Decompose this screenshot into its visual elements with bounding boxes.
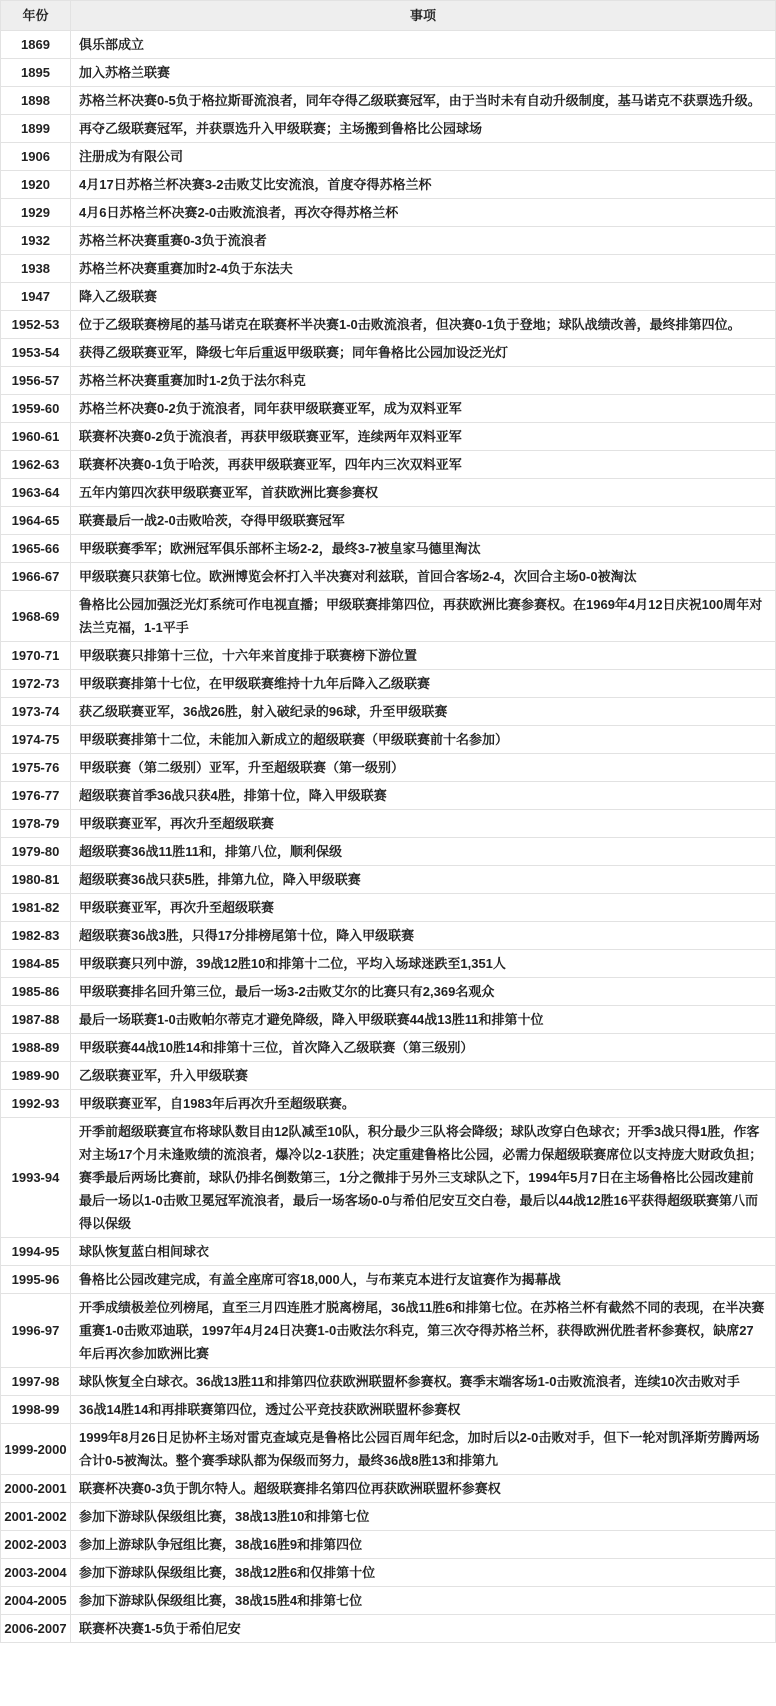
event-column-header: 事项 [71, 1, 776, 31]
event-cell: 俱乐部成立 [71, 31, 776, 59]
year-cell: 1895 [1, 59, 71, 87]
event-cell: 五年内第四次获甲级联赛亚军，首获欧洲比赛参赛权 [71, 479, 776, 507]
table-row [1, 283, 776, 311]
event-cell: 加入苏格兰联赛 [71, 59, 776, 87]
event-cell: 苏格兰杯决赛0-5负于格拉斯哥流浪者，同年夺得乙级联赛冠军，由于当时未有自动升级制度，基马诺克不获票选升级。 [71, 87, 776, 115]
year-cell: 2002-2003 [1, 1531, 71, 1559]
year-cell: 1995-96 [1, 1266, 71, 1294]
event-cell: 甲级联赛44战10胜14和排第十三位，首次降入乙级联赛（第三级别） [71, 1034, 776, 1062]
table-row [1, 311, 776, 339]
event-cell: 乙级联赛亚军，升入甲级联赛 [71, 1062, 776, 1090]
year-cell: 1920 [1, 171, 71, 199]
table-row [1, 866, 776, 894]
event-cell: 甲级联赛只排第十三位，十六年来首度排于联赛榜下游位置 [71, 642, 776, 670]
table-row [1, 423, 776, 451]
year-cell: 2006-2007 [1, 1615, 71, 1643]
year-cell: 1978-79 [1, 810, 71, 838]
table-row [1, 255, 776, 283]
table-row [1, 367, 776, 395]
year-cell: 1898 [1, 87, 71, 115]
event-cell: 参加下游球队保级组比赛，38战15胜4和排第七位 [71, 1587, 776, 1615]
event-cell: 甲级联赛排第十七位，在甲级联赛维持十九年后降入乙级联赛 [71, 670, 776, 698]
event-cell: 注册成为有限公司 [71, 143, 776, 171]
year-cell: 1973-74 [1, 698, 71, 726]
table-header [1, 1, 776, 31]
year-cell: 2004-2005 [1, 1587, 71, 1615]
event-cell: 甲级联赛（第二级别）亚军，升至超级联赛（第一级别） [71, 754, 776, 782]
table-row [1, 535, 776, 563]
year-cell: 1972-73 [1, 670, 71, 698]
table-row [1, 591, 776, 642]
year-cell: 2001-2002 [1, 1503, 71, 1531]
event-cell: 甲级联赛只获第七位。欧洲博览会杯打入半决赛对利兹联，首回合客场2-4，次回合主场0-0被淘汰 [71, 563, 776, 591]
event-cell: 开季成绩极差位列榜尾，直至三月四连胜才脱离榜尾，36战11胜6和排第七位。在苏格兰杯有截然不同的表现，在半决赛重赛1-0击败邓迪联，1997年4月24日决赛1-0击败法尔科克，第三次夺得苏格兰杯，获得欧洲优胜者杯参赛权，缺席27年后再次参加欧洲比赛 [71, 1294, 776, 1368]
event-cell: 4月6日苏格兰杯决赛2-0击败流浪者，再次夺得苏格兰杯 [71, 199, 776, 227]
year-cell: 1970-71 [1, 642, 71, 670]
year-cell: 1953-54 [1, 339, 71, 367]
event-cell: 参加下游球队保级组比赛，38战12胜6和仅排第十位 [71, 1559, 776, 1587]
event-cell: 超级联赛36战11胜11和，排第八位，顺利保级 [71, 838, 776, 866]
year-cell: 1869 [1, 31, 71, 59]
year-cell: 1947 [1, 283, 71, 311]
year-cell: 1959-60 [1, 395, 71, 423]
year-cell: 1906 [1, 143, 71, 171]
table-body [1, 31, 776, 1643]
table-row [1, 1238, 776, 1266]
table-row [1, 922, 776, 950]
event-cell: 36战14胜14和再排联赛第四位，透过公平竞技获欧洲联盟杯参赛权 [71, 1396, 776, 1424]
event-cell: 联赛杯决赛0-2负于流浪者，再获甲级联赛亚军，连续两年双料亚军 [71, 423, 776, 451]
table-row [1, 115, 776, 143]
year-cell: 2000-2001 [1, 1475, 71, 1503]
table-row [1, 479, 776, 507]
year-cell: 1979-80 [1, 838, 71, 866]
event-cell: 1999年8月26日足协杯主场对雷克查域克是鲁格比公园百周年纪念，加时后以2-0击败对手，但下一轮对凯泽斯劳腾两场合计0-5被淘汰。整个赛季球队都为保级而努力，最终36战8胜13和排第九 [71, 1424, 776, 1475]
table-row [1, 143, 776, 171]
year-cell: 1968-69 [1, 591, 71, 642]
year-cell: 1981-82 [1, 894, 71, 922]
event-cell: 开季前超级联赛宣布将球队数目由12队减至10队，积分最少三队将会降级；球队改穿白色球衣；开季3战只得1胜，作客对主场17个月未逢败绩的流浪者，爆冷以2-1获胜；决定重建鲁格比公园，必需力保超级联赛席位以支持庞大财政负担；赛季最后两场比赛前，球队仍排名倒数第三，1分之微排于另外三支球队之下，1994年5月7日在主场鲁格比公园改建前最后一场以1-0击败卫冕冠军流浪者，最后一场客场0-0与希伯尼安互交白卷，最后以44战12胜16平获得超级联赛第八而得以保级 [71, 1118, 776, 1238]
year-cell: 1993-94 [1, 1118, 71, 1238]
event-cell: 参加上游球队争冠组比赛，38战16胜9和排第四位 [71, 1531, 776, 1559]
table-row [1, 31, 776, 59]
year-cell: 1987-88 [1, 1006, 71, 1034]
table-row [1, 1587, 776, 1615]
year-cell: 1999-2000 [1, 1424, 71, 1475]
event-cell: 4月17日苏格兰杯决赛3-2击败艾比安流浪，首度夺得苏格兰杯 [71, 171, 776, 199]
event-cell: 联赛最后一战2-0击败哈茨，夺得甲级联赛冠军 [71, 507, 776, 535]
table-row [1, 642, 776, 670]
event-cell: 获得乙级联赛亚军，降级七年后重返甲级联赛；同年鲁格比公园加设泛光灯 [71, 339, 776, 367]
header-row [1, 1, 776, 31]
table-row [1, 1266, 776, 1294]
table-row [1, 1531, 776, 1559]
event-cell: 苏格兰杯决赛重赛加时1-2负于法尔科克 [71, 367, 776, 395]
year-cell: 1992-93 [1, 1090, 71, 1118]
year-cell: 1989-90 [1, 1062, 71, 1090]
event-cell: 苏格兰杯决赛0-2负于流浪者，同年获甲级联赛亚军，成为双料亚军 [71, 395, 776, 423]
event-cell: 甲级联赛排名回升第三位，最后一场3-2击败艾尔的比赛只有2,369名观众 [71, 978, 776, 1006]
year-cell: 1963-64 [1, 479, 71, 507]
event-cell: 球队恢复全白球衣。36战13胜11和排第四位获欧洲联盟杯参赛权。赛季末端客场1-0击败流浪者，连续10次击败对手 [71, 1368, 776, 1396]
year-cell: 1974-75 [1, 726, 71, 754]
event-cell: 甲级联赛季军；欧洲冠军俱乐部杯主场2-2，最终3-7被皇家马德里淘汰 [71, 535, 776, 563]
table-row [1, 59, 776, 87]
event-cell: 苏格兰杯决赛重赛加时2-4负于东法夫 [71, 255, 776, 283]
year-cell: 1932 [1, 227, 71, 255]
year-cell: 1952-53 [1, 311, 71, 339]
table-row [1, 395, 776, 423]
year-cell: 1982-83 [1, 922, 71, 950]
event-cell: 再夺乙级联赛冠军，并获票选升入甲级联赛；主场搬到鲁格比公园球场 [71, 115, 776, 143]
year-cell: 1985-86 [1, 978, 71, 1006]
table-row [1, 726, 776, 754]
table-row [1, 838, 776, 866]
table-row [1, 1475, 776, 1503]
table-row [1, 754, 776, 782]
event-cell: 参加下游球队保级组比赛，38战13胜10和排第七位 [71, 1503, 776, 1531]
table-row [1, 1503, 776, 1531]
year-cell: 1996-97 [1, 1294, 71, 1368]
event-cell: 甲级联赛只列中游，39战12胜10和排第十二位，平均入场球迷跌至1,351人 [71, 950, 776, 978]
event-cell: 联赛杯决赛0-3负于凯尔特人。超级联赛排名第四位再获欧洲联盟杯参赛权 [71, 1475, 776, 1503]
year-cell: 1938 [1, 255, 71, 283]
year-cell: 1965-66 [1, 535, 71, 563]
event-cell: 甲级联赛排第十二位，未能加入新成立的超级联赛（甲级联赛前十名参加） [71, 726, 776, 754]
table-row [1, 1396, 776, 1424]
table-row [1, 698, 776, 726]
table-row [1, 1006, 776, 1034]
year-cell: 1899 [1, 115, 71, 143]
year-cell: 1994-95 [1, 1238, 71, 1266]
table-row [1, 978, 776, 1006]
table-row [1, 1424, 776, 1475]
year-cell: 1929 [1, 199, 71, 227]
year-cell: 1997-98 [1, 1368, 71, 1396]
table-row [1, 1368, 776, 1396]
table-row [1, 782, 776, 810]
event-cell: 最后一场联赛1-0击败帕尔蒂克才避免降级，降入甲级联赛44战13胜11和排第十位 [71, 1006, 776, 1034]
page-bottom-whitespace [0, 1643, 776, 1673]
table-row [1, 199, 776, 227]
table-row [1, 894, 776, 922]
event-cell: 甲级联赛亚军，自1983年后再次升至超级联赛。 [71, 1090, 776, 1118]
table-row [1, 1615, 776, 1643]
table-row [1, 810, 776, 838]
table-row [1, 1118, 776, 1238]
year-cell: 1975-76 [1, 754, 71, 782]
table-row [1, 339, 776, 367]
event-cell: 超级联赛首季36战只获4胜，排第十位，降入甲级联赛 [71, 782, 776, 810]
table-row [1, 87, 776, 115]
event-cell: 鲁格比公园改建完成，有盖全座席可容18,000人，与布莱克本进行友谊赛作为揭幕战 [71, 1266, 776, 1294]
event-cell: 联赛杯决赛0-1负于哈茨，再获甲级联赛亚军，四年内三次双料亚军 [71, 451, 776, 479]
event-cell: 鲁格比公园加强泛光灯系统可作电视直播；甲级联赛排第四位，再获欧洲比赛参赛权。在1969年4月12日庆祝100周年对法兰克福，1-1平手 [71, 591, 776, 642]
event-cell: 获乙级联赛亚军，36战26胜，射入破纪录的96球，升至甲级联赛 [71, 698, 776, 726]
year-cell: 1962-63 [1, 451, 71, 479]
year-cell: 1998-99 [1, 1396, 71, 1424]
event-cell: 降入乙级联赛 [71, 283, 776, 311]
table-row [1, 1559, 776, 1587]
table-row [1, 563, 776, 591]
table-row [1, 451, 776, 479]
year-cell: 1988-89 [1, 1034, 71, 1062]
table-row [1, 1034, 776, 1062]
table-row [1, 670, 776, 698]
event-cell: 超级联赛36战只获5胜，排第九位，降入甲级联赛 [71, 866, 776, 894]
table-row [1, 227, 776, 255]
year-column-header: 年份 [1, 1, 71, 31]
event-cell: 苏格兰杯决赛重赛0-3负于流浪者 [71, 227, 776, 255]
year-cell: 1984-85 [1, 950, 71, 978]
table-row [1, 507, 776, 535]
event-cell: 超级联赛36战3胜，只得17分排榜尾第十位，降入甲级联赛 [71, 922, 776, 950]
year-cell: 1966-67 [1, 563, 71, 591]
year-cell: 1956-57 [1, 367, 71, 395]
year-cell: 1960-61 [1, 423, 71, 451]
year-cell: 1980-81 [1, 866, 71, 894]
year-cell: 1976-77 [1, 782, 71, 810]
table-row [1, 1294, 776, 1368]
event-cell: 球队恢复蓝白相间球衣 [71, 1238, 776, 1266]
year-cell: 1964-65 [1, 507, 71, 535]
event-cell: 位于乙级联赛榜尾的基马诺克在联赛杯半决赛1-0击败流浪者，但决赛0-1负于登地；球队战绩改善，最终排第四位。 [71, 311, 776, 339]
table-row [1, 950, 776, 978]
event-cell: 甲级联赛亚军，再次升至超级联赛 [71, 810, 776, 838]
event-cell: 甲级联赛亚军，再次升至超级联赛 [71, 894, 776, 922]
table-row [1, 1062, 776, 1090]
table-row [1, 1090, 776, 1118]
table-row [1, 171, 776, 199]
year-cell: 2003-2004 [1, 1559, 71, 1587]
event-cell: 联赛杯决赛1-5负于希伯尼安 [71, 1615, 776, 1643]
